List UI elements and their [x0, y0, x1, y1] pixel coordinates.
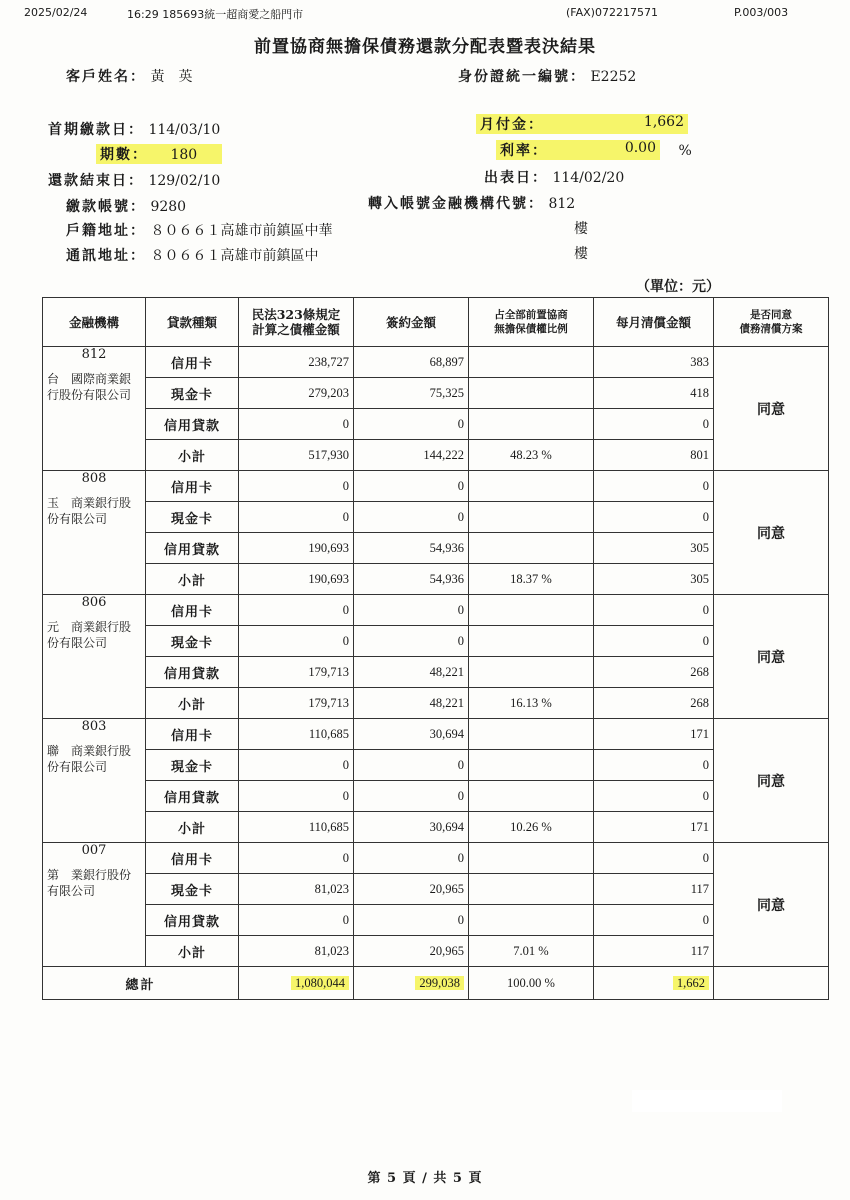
- contract-cell: 30,694: [354, 812, 469, 843]
- header-ratio-line1: 占全部前置協商: [494, 309, 568, 321]
- monthly-payment-row: [476, 114, 688, 134]
- loan-type-cell: 信用貸款: [146, 657, 239, 688]
- client-name-value: 黃 英: [150, 69, 193, 85]
- redaction-mark: [632, 1090, 782, 1112]
- monthly-cell: 268: [594, 657, 714, 688]
- contract-cell: 0: [354, 750, 469, 781]
- table-row: [43, 440, 829, 471]
- issue-date-label: 出表日：: [484, 170, 548, 186]
- account-value: 9280: [150, 199, 187, 215]
- ratio-cell: 18.37 %: [469, 564, 594, 595]
- client-id-value: E2252: [590, 69, 637, 85]
- loan-type-cell: 小計: [146, 564, 239, 595]
- table-row: [43, 936, 829, 967]
- fax-page: P.003/003: [734, 6, 789, 19]
- fax-header: [0, 6, 850, 22]
- monthly-cell: 171: [594, 812, 714, 843]
- ratio-cell: [469, 626, 594, 657]
- ratio-cell: [469, 409, 594, 440]
- mailing-value: ８０６６１高雄市前鎮區中: [150, 248, 319, 264]
- table-row: [43, 409, 829, 440]
- table-row: [43, 471, 829, 502]
- loan-type-cell: 信用卡: [146, 719, 239, 750]
- claim-cell: 517,930: [239, 440, 354, 471]
- ratio-cell: [469, 750, 594, 781]
- claim-cell: 0: [239, 471, 354, 502]
- loan-type-cell: 信用貸款: [146, 409, 239, 440]
- monthly-cell: 0: [594, 750, 714, 781]
- total-claim: 1,080,044: [239, 967, 354, 1000]
- table-row: [43, 781, 829, 812]
- total-label: 總計: [43, 967, 239, 1000]
- ratio-cell: [469, 533, 594, 564]
- header-agree-line1: 是否同意: [750, 309, 792, 321]
- contract-cell: 30,694: [354, 719, 469, 750]
- header-claim-line2: 計算之債權金額: [252, 322, 340, 337]
- transfer-label: 轉入帳號金融機構代號：: [368, 196, 544, 212]
- claim-cell: 0: [239, 595, 354, 626]
- contract-cell: 48,221: [354, 688, 469, 719]
- agree-cell: 同意: [714, 719, 829, 843]
- table-row: [43, 564, 829, 595]
- end-date-value: 129/02/10: [148, 173, 221, 189]
- ratio-cell: [469, 657, 594, 688]
- claim-cell: 190,693: [239, 533, 354, 564]
- institution-name: 台 國際商業銀行股份有限公司: [47, 372, 132, 402]
- ratio-cell: [469, 905, 594, 936]
- loan-type-cell: 現金卡: [146, 750, 239, 781]
- agree-cell: 同意: [714, 471, 829, 595]
- end-date-label: 還款結束日：: [48, 173, 144, 189]
- claim-cell: 110,685: [239, 719, 354, 750]
- fax-date: 2025/02/24: [24, 6, 88, 19]
- monthly-cell: 305: [594, 533, 714, 564]
- header-ratio: [469, 298, 594, 347]
- client-id-row: [458, 66, 636, 86]
- institution-name: 聯 商業銀行股份有限公司: [47, 744, 132, 774]
- agree-cell: 同意: [714, 347, 829, 471]
- loan-type-cell: 信用卡: [146, 347, 239, 378]
- contract-cell: 0: [354, 409, 469, 440]
- document-title: 前置協商無擔保債務還款分配表暨表決結果: [254, 37, 596, 57]
- fax-time-sender: 16:29 185693統一超商愛之船門市: [127, 8, 304, 21]
- table-row: [43, 812, 829, 843]
- contract-cell: 68,897: [354, 347, 469, 378]
- end-date-row: [48, 170, 220, 190]
- rate-value: 0.00: [624, 140, 656, 156]
- table-row: [43, 347, 829, 378]
- loan-type-cell: 信用卡: [146, 843, 239, 874]
- claim-cell: 238,727: [239, 347, 354, 378]
- institution-name: 玉 商業銀行股份有限公司: [47, 496, 132, 526]
- claim-cell: 0: [239, 781, 354, 812]
- ratio-cell: 48.23 %: [469, 440, 594, 471]
- contract-cell: 0: [354, 781, 469, 812]
- rate-unit: %: [678, 143, 692, 159]
- account-row: [66, 196, 186, 216]
- contract-cell: 0: [354, 502, 469, 533]
- domicile-label: 戶籍地址：: [66, 223, 146, 239]
- monthly-cell: 117: [594, 936, 714, 967]
- ratio-cell: 7.01 %: [469, 936, 594, 967]
- fax-number: (FAX)072217571: [566, 6, 658, 19]
- institution-code: 803: [81, 719, 107, 734]
- header-institution: 金融機構: [43, 298, 146, 347]
- claim-cell: 179,713: [239, 657, 354, 688]
- ratio-cell: [469, 719, 594, 750]
- rate-label: 利率：: [500, 143, 548, 159]
- client-name-label: 客戶姓名：: [66, 69, 146, 85]
- contract-cell: 54,936: [354, 533, 469, 564]
- header-claim: [239, 298, 354, 347]
- ratio-cell: [469, 781, 594, 812]
- loan-type-cell: 信用貸款: [146, 905, 239, 936]
- domicile-row: [66, 220, 332, 240]
- ratio-cell: 16.13 %: [469, 688, 594, 719]
- client-id-label: 身份證統一編號：: [458, 69, 586, 85]
- institution-cell: [43, 595, 146, 719]
- institution-name: 元 商業銀行股份有限公司: [47, 620, 132, 650]
- claim-cell: 190,693: [239, 564, 354, 595]
- ratio-cell: [469, 378, 594, 409]
- monthly-payment-label: 月付金：: [480, 117, 544, 133]
- client-name-row: [66, 66, 192, 86]
- loan-type-cell: 信用卡: [146, 595, 239, 626]
- agree-cell: 同意: [714, 843, 829, 967]
- mailing-row: [66, 245, 318, 265]
- rate-row: [496, 140, 692, 160]
- table-row: [43, 750, 829, 781]
- transfer-value: 812: [548, 196, 576, 212]
- ratio-cell: 10.26 %: [469, 812, 594, 843]
- contract-cell: 0: [354, 595, 469, 626]
- monthly-cell: 0: [594, 595, 714, 626]
- monthly-cell: 117: [594, 874, 714, 905]
- account-label: 繳款帳號：: [66, 199, 146, 215]
- monthly-payment-value: 1,662: [643, 114, 684, 130]
- first-pay-value: 114/03/10: [148, 122, 221, 138]
- institution-name: 第 業銀行股份有限公司: [47, 868, 132, 898]
- total-row: [43, 967, 829, 1000]
- contract-cell: 0: [354, 905, 469, 936]
- loan-type-cell: 小計: [146, 440, 239, 471]
- institution-cell: [43, 347, 146, 471]
- institution-code: 806: [81, 595, 107, 610]
- monthly-cell: 305: [594, 564, 714, 595]
- domicile-suffix: 樓: [574, 221, 588, 237]
- contract-cell: 20,965: [354, 936, 469, 967]
- contract-cell: 75,325: [354, 378, 469, 409]
- loan-type-cell: 小計: [146, 688, 239, 719]
- contract-cell: 54,936: [354, 564, 469, 595]
- table-row: [43, 657, 829, 688]
- ratio-cell: [469, 843, 594, 874]
- loan-type-cell: 信用貸款: [146, 781, 239, 812]
- claim-cell: 279,203: [239, 378, 354, 409]
- institution-cell: [43, 471, 146, 595]
- issue-date-row: [484, 167, 624, 187]
- monthly-cell: 801: [594, 440, 714, 471]
- total-monthly: 1,662: [594, 967, 714, 1000]
- ratio-cell: [469, 595, 594, 626]
- loan-type-cell: 小計: [146, 812, 239, 843]
- header-contract: 簽約金額: [354, 298, 469, 347]
- table-row: [43, 533, 829, 564]
- table-row: [43, 595, 829, 626]
- ratio-cell: [469, 347, 594, 378]
- monthly-cell: 0: [594, 781, 714, 812]
- institution-code: 007: [81, 843, 107, 858]
- agree-cell: 同意: [714, 595, 829, 719]
- table-row: [43, 502, 829, 533]
- claim-cell: 0: [239, 409, 354, 440]
- domicile-value: ８０６６１高雄市前鎮區中華: [150, 223, 333, 239]
- issue-date-value: 114/02/20: [552, 170, 625, 186]
- institution-cell: [43, 843, 146, 967]
- claim-cell: 0: [239, 626, 354, 657]
- periods-label: 期數：: [100, 147, 148, 163]
- loan-type-cell: 信用貸款: [146, 533, 239, 564]
- claim-cell: 81,023: [239, 874, 354, 905]
- monthly-cell: 0: [594, 409, 714, 440]
- loan-type-cell: 現金卡: [146, 502, 239, 533]
- institution-code: 812: [81, 347, 107, 362]
- header-claim-line1: 民法323條規定: [251, 307, 341, 322]
- periods-value: 180: [170, 147, 198, 163]
- contract-cell: 0: [354, 843, 469, 874]
- loan-type-cell: 現金卡: [146, 378, 239, 409]
- monthly-cell: 268: [594, 688, 714, 719]
- first-pay-label: 首期繳款日：: [48, 122, 144, 138]
- table-row: [43, 626, 829, 657]
- total-contract: 299,038: [354, 967, 469, 1000]
- contract-cell: 144,222: [354, 440, 469, 471]
- total-ratio: 100.00 %: [469, 967, 594, 1000]
- monthly-cell: 0: [594, 626, 714, 657]
- header-ratio-line2: 無擔保債權比例: [494, 323, 568, 335]
- mailing-label: 通訊地址：: [66, 248, 146, 264]
- table-header-row: [43, 298, 829, 347]
- loan-type-cell: 小計: [146, 936, 239, 967]
- table-row: [43, 843, 829, 874]
- monthly-cell: 383: [594, 347, 714, 378]
- contract-cell: 0: [354, 471, 469, 502]
- claim-cell: 0: [239, 750, 354, 781]
- table-row: [43, 378, 829, 409]
- ratio-cell: [469, 471, 594, 502]
- periods-row: [96, 144, 222, 164]
- monthly-cell: 418: [594, 378, 714, 409]
- monthly-cell: 171: [594, 719, 714, 750]
- ratio-cell: [469, 502, 594, 533]
- transfer-row: [368, 193, 575, 213]
- monthly-cell: 0: [594, 502, 714, 533]
- claim-cell: 81,023: [239, 936, 354, 967]
- contract-cell: 0: [354, 626, 469, 657]
- institution-code: 808: [81, 471, 107, 486]
- claim-cell: 0: [239, 843, 354, 874]
- allocation-table: [42, 297, 829, 1000]
- page-footer: 第 5 頁 / 共 5 頁: [367, 1171, 483, 1186]
- first-pay-row: [48, 119, 220, 139]
- contract-cell: 48,221: [354, 657, 469, 688]
- ratio-cell: [469, 874, 594, 905]
- claim-cell: 0: [239, 905, 354, 936]
- header-agree-line2: 債務清償方案: [739, 323, 803, 335]
- table-row: [43, 688, 829, 719]
- table-body: [43, 347, 829, 967]
- mailing-suffix: 樓: [574, 246, 588, 262]
- table-row: [43, 874, 829, 905]
- total-agree-empty: [714, 967, 829, 1000]
- institution-cell: [43, 719, 146, 843]
- claim-cell: 0: [239, 502, 354, 533]
- claim-cell: 179,713: [239, 688, 354, 719]
- loan-type-cell: 信用卡: [146, 471, 239, 502]
- monthly-cell: 0: [594, 905, 714, 936]
- loan-type-cell: 現金卡: [146, 626, 239, 657]
- header-agree: [714, 298, 829, 347]
- header-monthly: 每月清償金額: [594, 298, 714, 347]
- claim-cell: 110,685: [239, 812, 354, 843]
- contract-cell: 20,965: [354, 874, 469, 905]
- unit-note: （單位：元）: [636, 279, 720, 295]
- header-loan-type: 貸款種類: [146, 298, 239, 347]
- loan-type-cell: 現金卡: [146, 874, 239, 905]
- table-row: [43, 905, 829, 936]
- table-row: [43, 719, 829, 750]
- monthly-cell: 0: [594, 471, 714, 502]
- monthly-cell: 0: [594, 843, 714, 874]
